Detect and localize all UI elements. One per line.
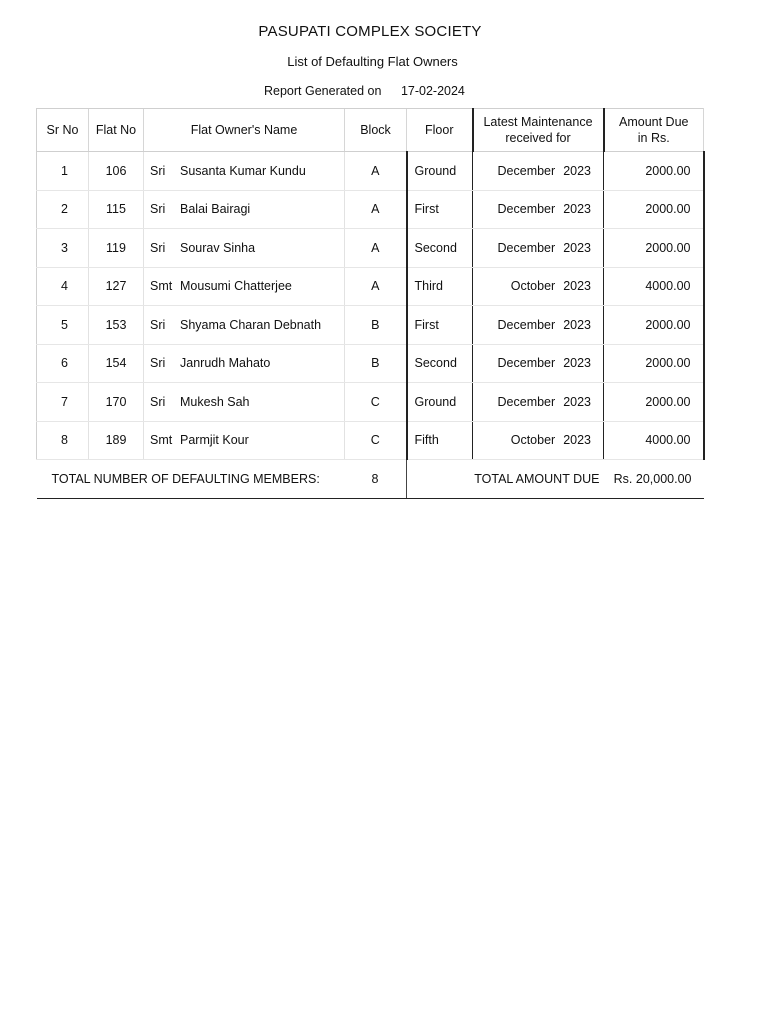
- cell-amount-due: 2000.00: [604, 190, 704, 229]
- salutation: Sri: [150, 163, 166, 178]
- salutation: Sri: [150, 240, 166, 255]
- table-body: [37, 152, 704, 460]
- cell-flat-no: 154: [89, 344, 144, 383]
- totals-row: [37, 460, 704, 499]
- owner-name: Shyama Charan Debnath: [180, 317, 322, 332]
- cell-block: C: [345, 421, 407, 460]
- society-name: PASUPATI COMPLEX SOCIETY: [258, 23, 482, 40]
- total-amount-value: Rs. 20,000.00: [604, 460, 704, 499]
- owner-name: Mukesh Sah: [180, 394, 250, 409]
- cell-latest-maintenance: [473, 229, 604, 268]
- cell-owner-name: [144, 267, 345, 306]
- cell-amount-due: 2000.00: [604, 229, 704, 268]
- year: 2023: [563, 433, 591, 448]
- cell-latest-maintenance: [473, 421, 604, 460]
- cell-flat-no: 189: [89, 421, 144, 460]
- report-title: List of Defaulting Flat Owners: [287, 54, 458, 69]
- owner-name: Sourav Sinha: [180, 240, 256, 255]
- cell-flat-no: 119: [89, 229, 144, 268]
- cell-sr-no: 1: [37, 152, 89, 191]
- month: October: [510, 279, 556, 294]
- year: 2023: [563, 317, 591, 332]
- cell-flat-no: 106: [89, 152, 144, 191]
- col-header-amount-due: [604, 109, 704, 152]
- cell-latest-maintenance: [473, 152, 604, 191]
- table-row: [37, 190, 704, 229]
- table-header-row: [37, 109, 704, 152]
- cell-latest-maintenance: [473, 383, 604, 422]
- table-row: [37, 152, 704, 191]
- month: December: [497, 163, 556, 178]
- cell-floor: Third: [407, 267, 473, 306]
- col-header-flat-no: Flat No: [89, 109, 144, 152]
- cell-sr-no: 2: [37, 190, 89, 229]
- cell-sr-no: 3: [37, 229, 89, 268]
- total-members-label: TOTAL NUMBER OF DEFAULTING MEMBERS:: [51, 472, 320, 486]
- owner-name: Balai Bairagi: [180, 202, 251, 217]
- col-header-floor: Floor: [407, 109, 473, 152]
- col-header-owner-name: Flat Owner's Name: [144, 109, 345, 152]
- month: December: [497, 317, 556, 332]
- cell-flat-no: 115: [89, 190, 144, 229]
- cell-owner-name: [144, 383, 345, 422]
- col-header-amount-line1: Amount Due: [619, 115, 689, 129]
- table-row: [37, 383, 704, 422]
- col-header-sr-no: Sr No: [37, 109, 89, 152]
- cell-floor: Ground: [407, 152, 473, 191]
- salutation: Sri: [150, 202, 166, 217]
- cell-floor: Ground: [407, 383, 473, 422]
- table-row: [37, 229, 704, 268]
- col-header-latest-maintenance: [473, 109, 604, 152]
- year: 2023: [563, 202, 591, 217]
- cell-floor: Second: [407, 344, 473, 383]
- cell-flat-no: 127: [89, 267, 144, 306]
- cell-floor: First: [407, 190, 473, 229]
- cell-amount-due: 2000.00: [604, 344, 704, 383]
- salutation: Smt: [150, 433, 173, 448]
- owner-name: Susanta Kumar Kundu: [180, 163, 306, 178]
- col-header-block: Block: [345, 109, 407, 152]
- year: 2023: [563, 163, 591, 178]
- table-row: [37, 267, 704, 306]
- cell-floor: Second: [407, 229, 473, 268]
- month: December: [497, 394, 556, 409]
- cell-owner-name: [144, 421, 345, 460]
- cell-latest-maintenance: [473, 267, 604, 306]
- cell-block: C: [345, 383, 407, 422]
- cell-amount-due: 4000.00: [604, 267, 704, 306]
- report-generated-line: [264, 84, 465, 98]
- cell-block: A: [345, 229, 407, 268]
- month: December: [497, 202, 556, 217]
- cell-owner-name: [144, 190, 345, 229]
- owner-name: Janrudh Mahato: [180, 356, 271, 371]
- cell-amount-due: 2000.00: [604, 306, 704, 345]
- cell-owner-name: [144, 152, 345, 191]
- col-header-maintenance-line1: Latest Maintenance: [483, 115, 593, 129]
- cell-flat-no: 153: [89, 306, 144, 345]
- salutation: Smt: [150, 279, 173, 294]
- year: 2023: [563, 394, 591, 409]
- table-row: [37, 344, 704, 383]
- cell-block: A: [345, 152, 407, 191]
- cell-latest-maintenance: [473, 190, 604, 229]
- col-header-amount-line2: in Rs.: [637, 131, 670, 145]
- total-amount-label: TOTAL AMOUNT DUE: [407, 460, 604, 499]
- month: December: [497, 356, 556, 371]
- cell-latest-maintenance: [473, 344, 604, 383]
- cell-amount-due: 4000.00: [604, 421, 704, 460]
- cell-owner-name: [144, 229, 345, 268]
- total-members-count: 8: [371, 472, 379, 486]
- year: 2023: [563, 240, 591, 255]
- total-members-cell: [37, 460, 407, 499]
- cell-block: A: [345, 190, 407, 229]
- cell-owner-name: [144, 344, 345, 383]
- salutation: Sri: [150, 394, 166, 409]
- cell-amount-due: 2000.00: [604, 152, 704, 191]
- cell-block: A: [345, 267, 407, 306]
- col-header-maintenance-line2: received for: [505, 131, 571, 145]
- cell-block: B: [345, 306, 407, 345]
- cell-block: B: [345, 344, 407, 383]
- owner-name: Parmjit Kour: [180, 433, 249, 448]
- cell-sr-no: 6: [37, 344, 89, 383]
- year: 2023: [563, 356, 591, 371]
- owner-name: Mousumi Chatterjee: [180, 279, 292, 294]
- year: 2023: [563, 279, 591, 294]
- cell-sr-no: 4: [37, 267, 89, 306]
- cell-floor: Fifth: [407, 421, 473, 460]
- cell-owner-name: [144, 306, 345, 345]
- cell-sr-no: 5: [37, 306, 89, 345]
- month: December: [497, 240, 556, 255]
- defaulters-table: [36, 108, 705, 499]
- cell-floor: First: [407, 306, 473, 345]
- cell-amount-due: 2000.00: [604, 383, 704, 422]
- generated-date: 17-02-2024: [400, 84, 465, 98]
- table-row: [37, 421, 704, 460]
- cell-latest-maintenance: [473, 306, 604, 345]
- generated-label: Report Generated on: [264, 84, 382, 98]
- salutation: Sri: [150, 356, 166, 371]
- month: October: [510, 433, 556, 448]
- cell-flat-no: 170: [89, 383, 144, 422]
- table-row: [37, 306, 704, 345]
- cell-sr-no: 7: [37, 383, 89, 422]
- salutation: Sri: [150, 317, 166, 332]
- cell-sr-no: 8: [37, 421, 89, 460]
